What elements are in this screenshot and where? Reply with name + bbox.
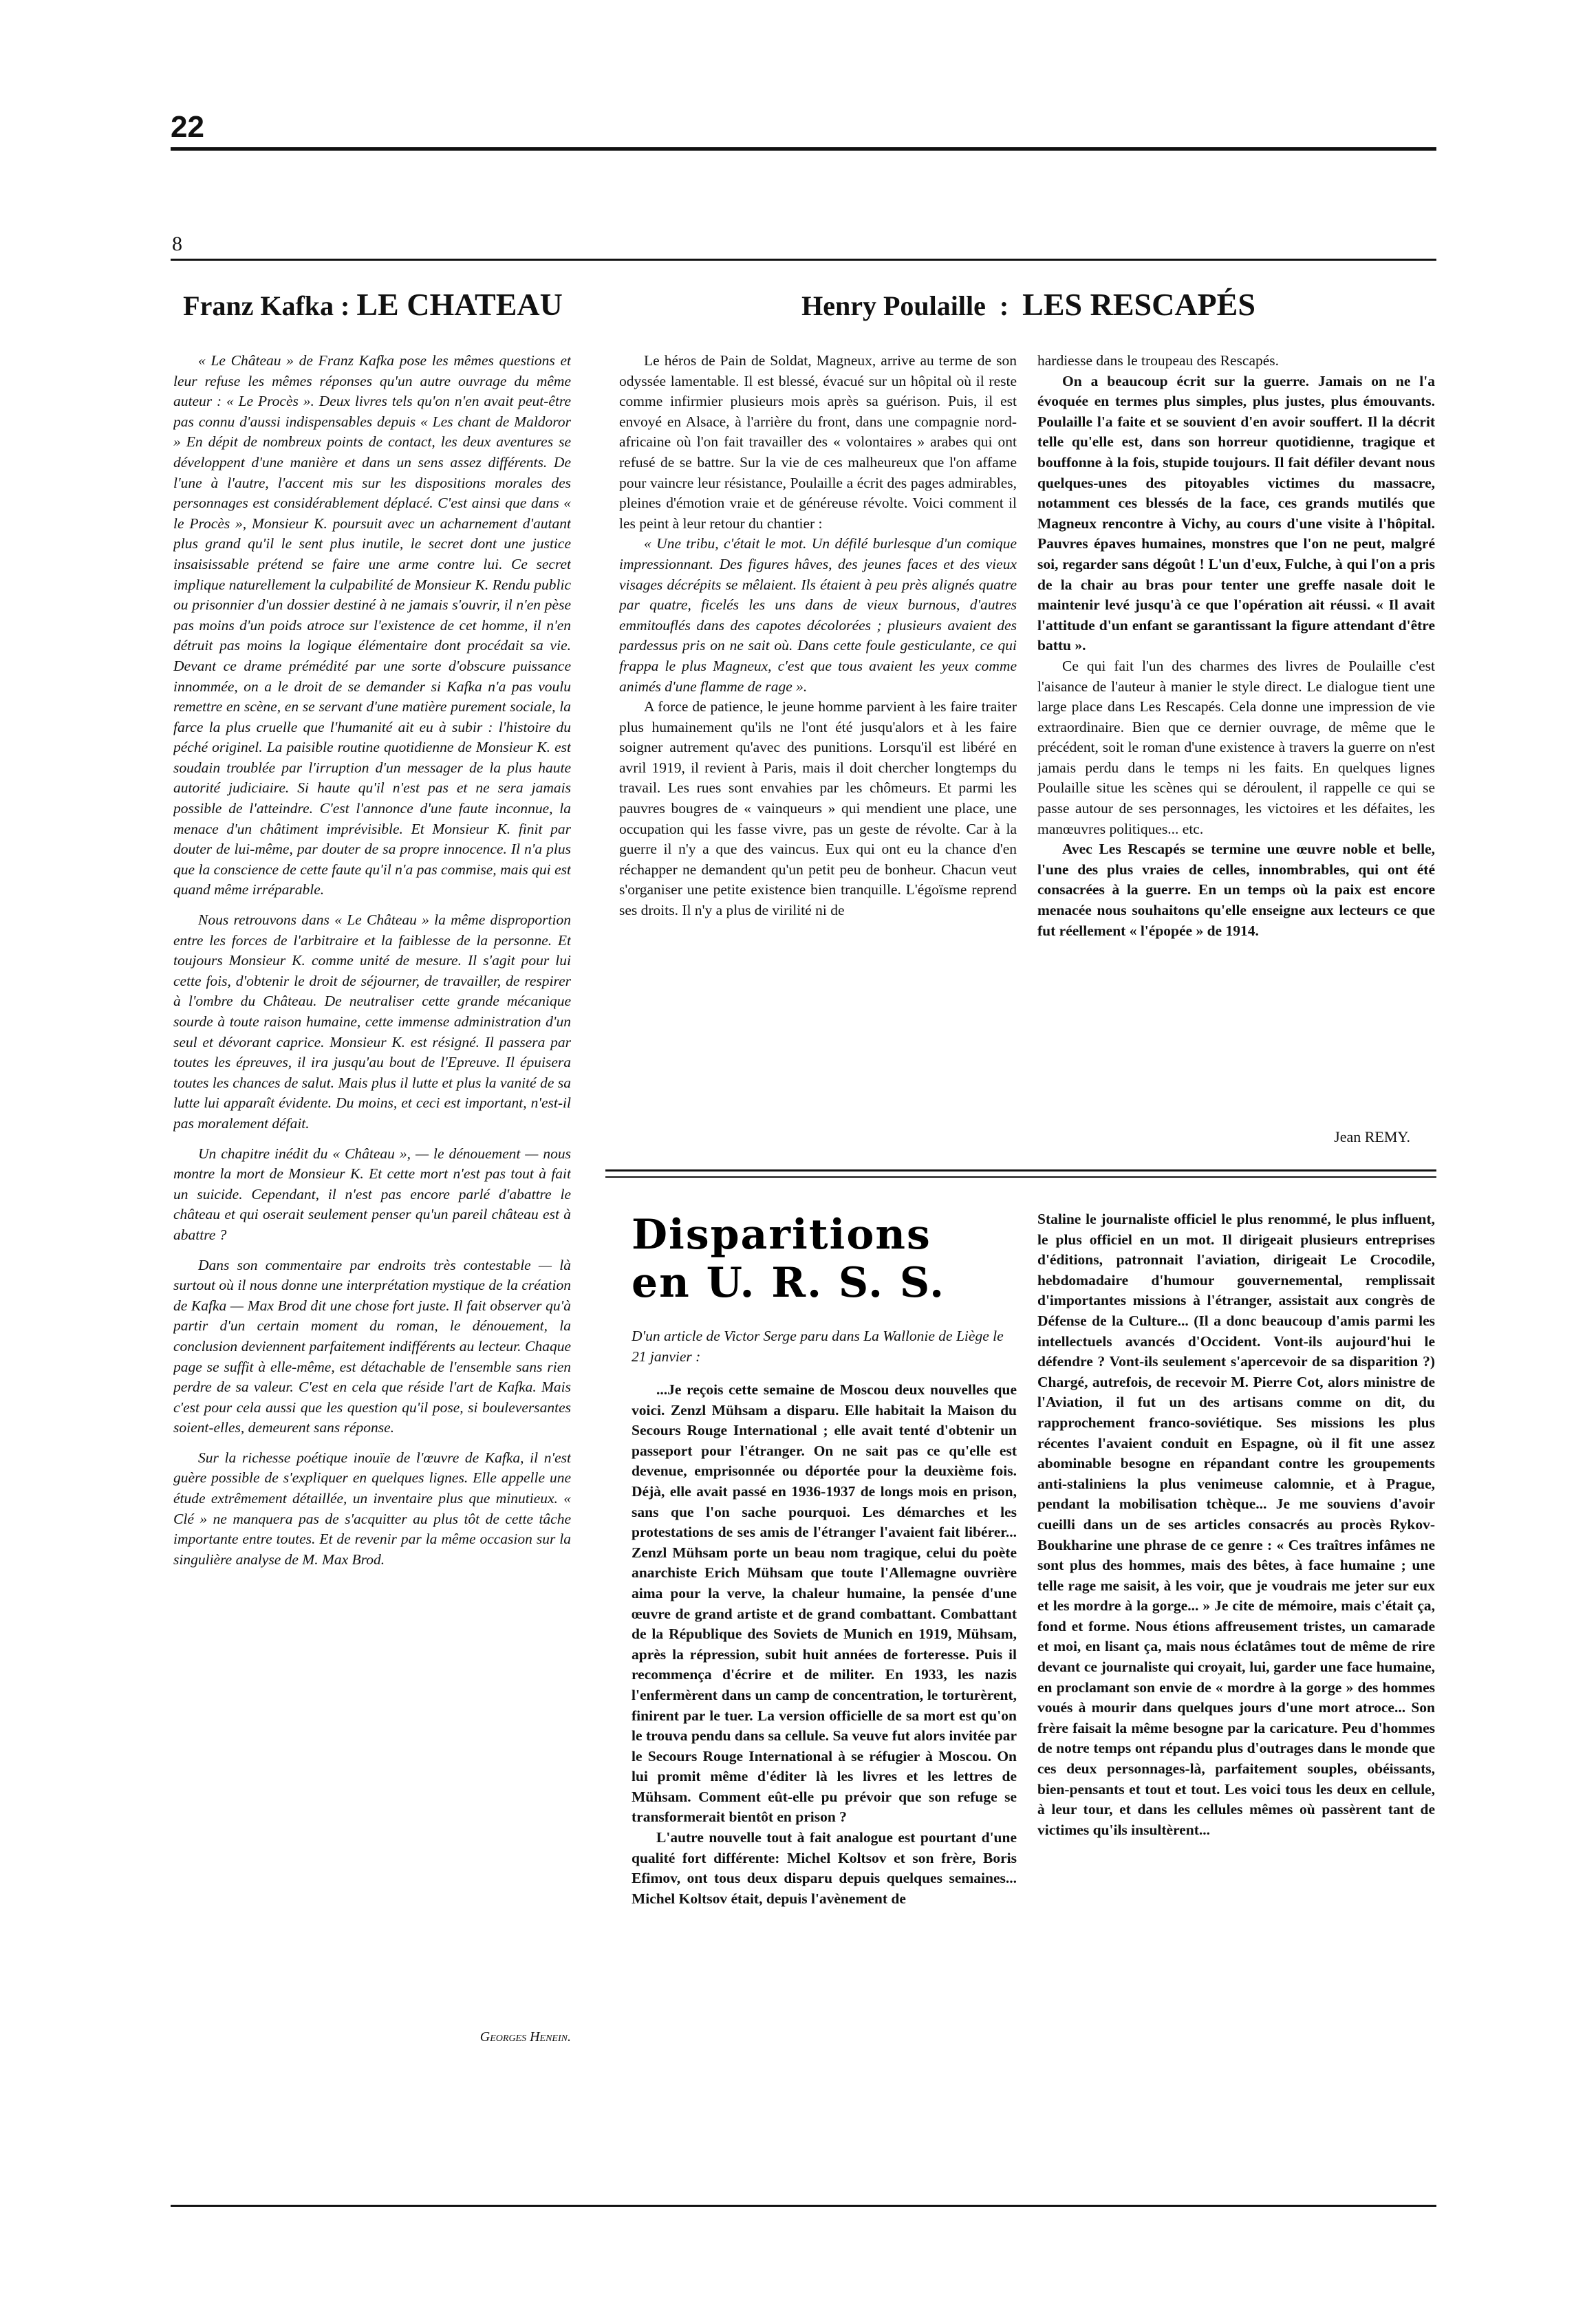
kafka-heading (160, 288, 586, 323)
poulaille-paragraph: On a beaucoup écrit sur la guerre. Jamais on ne l'a évoquée en termes plus simples, plus justes, plus émouvants. Poulaille l'a faite et se souvient d'en avoir souffert. Il la décrit telle qu'elle est, dans son horreur quotidienne, tragique et bouffonne à la fois, stupide toujours. Il fait défiler devant nous quelques-unes des pitoyables victimes du massacre, notamment ces blessés de la face, ces grands mutilés que Magneux rencontre à Vichy, au cours d'une visite à l'hôpital. Pauvres épaves humaines, monstres que l'on ne peut, malgré soi, regarder sans dégoût ! L'un d'eux, Fulche, à qui l'on a pris de la chair au bras pour tenter une greffe nasale doit le maintenir levé jusqu'à ce que l'opération ait réussi. « Il avait l'attitude d'un enfant se garantissant la figure attendant d'être battu ». (1037, 372, 1435, 654)
kafka-author: Franz Kafka (183, 290, 334, 321)
poulaille-author: Henry Poulaille (801, 290, 986, 321)
poulaille-column-2 (1037, 351, 1435, 1142)
header-rule (171, 147, 1436, 151)
poulaille-paragraph: Ce qui fait l'un des charmes des livres de Poulaille c'est l'aisance de l'auteur à manier le style direct. Le dialogue tient une large place dans Les Rescapés. Cela donne une impression de vie extraordinaire. Bien que ce dernier ouvrage, de même que le précédent, soit le roman d'une existence à travers la guerre on n'est jamais perdu dans le temps ni les faits. En quelques lignes Poulaille situe les scènes qui se déroulent, il rappelle ce qui se passe autour de ses personnages, les victoires et les défaites, les manœuvres politiques... etc. (1037, 657, 1435, 837)
section-rule (171, 259, 1436, 261)
disparitions-paragraph: L'autre nouvelle tout à fait analogue est pourtant d'une qualité fort différente: Michel Koltsov et son frère, Boris Efimov, ont tous deux disparu depuis quelques semaines... Michel Koltsov était, depuis l'avènement de (632, 1829, 1017, 1907)
disparitions-title-line-2: en U. R. S. S. (632, 1259, 945, 1307)
disparitions-paragraph: ...Je reçois cette semaine de Moscou deux nouvelles que voici. Zenzl Mühsam a disparu. Elle habitait la Maison du Secours Rouge International ; elle avait tenté d'obtenir un passeport pour l'étranger. On ne sait pas ce qu'elle est devenue, emprisonnée ou déportée pour la deuxième fois. Déjà, elle avait passé en 1936-1937 de longs mois en prison, sans que l'on sache pourquoi. Les démarches et les protestations de ses amis de l'étranger l'avaient fait libérer... Zenzl Mühsam porte un beau nom tragique, celui du poète anarchiste Erich Mühsam que toute l'Allemagne ouvrière aima pour la verve, la chaleur humaine, la pensée d'une œuvre de grand artiste et de grand combattant. Combattant de la République des Soviets de Munich en 1919, Mühsam, après la répression, subit huit années de forteresse. Puis il recommença d'écrire et de militer. En 1933, les nazis l'enfermèrent dans un camp de concentration, le torturèrent, finirent par le tuer. La version officielle de sa mort est qu'on le trouva pendu dans sa cellule. Sa veuve fut alors invitée par le Secours Rouge International à se réfugier à Moscou. On lui promit même d'éditer là les livres et les lettres de Mühsam. Comment eût-elle pu prévoir que son refuge se transformerait bientôt en prison ? (632, 1381, 1017, 1826)
poulaille-paragraph: A force de patience, le jeune homme parvient à les faire traiter plus humainement qu'ils ne l'ont été jusqu'alors et à les faire soigner autrement qu'avec des punitions. Lorsqu'il est libéré en avril 1919, il revient à Paris, mais il doit chercher longtemps du travail. Les rues sont envahies par les chômeurs. Et parmi les pauvres bougres de « vainqueurs » qui mendient une place, une occupation qui les fasse vivre, pas un geste de révolte. Car à la guerre il n'y a que des vaincus. Eux qui ont eu la chance d'en réchapper ne demandent qu'un petit peu de bonheur. Chacun veut s'organiser une petite existence bien tranquille. L'égoïsme reprend ses droits. Il n'y a plus de virilité ni de (619, 698, 1017, 919)
disparitions-column-1 (632, 1380, 1017, 2040)
poulaille-separator: : (999, 290, 1009, 321)
poulaille-paragraph: Le héros de Pain de Soldat, Magneux, arrive au terme de son odyssée lamentable. Il est blessé, évacué sur un hôpital où il reste comme infirmier plusieurs mois après sa guérison. Puis, il est envoyé en Alsace, à l'arrière du front, dans une compagnie nord-africaine où l'on fait travailler des « volontaires » arabes qui ont refusé de se battre. Sur la vie de ces malheureux que l'on affame pour vaincre leur résistance, Poulaille a écrit des pages admirables, pleines d'émotion vraie et de généreuse révolte. Voici comment il les peint à leur retour du chantier : (619, 352, 1017, 532)
disparitions-paragraph: Staline le journaliste officiel le plus renommé, le plus influent, le plus officiel en un mot. Il dirigeait plusieurs entreprises d'éditions, patronnait l'aviation, dirigeait Le Crocodile, hebdomadaire d'humour gouvernemental, remplissait d'importantes missions à l'étranger, assistait aux congrès de Défense de la Culture... (Il a donc beaucoup d'amis parmi les intellectuels avancés d'Occident. Vont-ils aujourd'hui le défendre ? Vont-ils seulement s'apercevoir de sa disparition ?) Chargé, autrefois, de recevoir M. Pierre Cot, alors ministre de l'Aviation, il fut un des artisans comme on dit, du rapprochement franco-soviétique. Ses missions les plus récentes l'avaient conduit en Espagne, où il fit une assez abominable besogne en répandant contre les groupements anti-staliniens la plus venimeuse calomnie, et à Prague, pendant la mobilisation tchèque... Je me souviens d'avoir cueilli dans un de ses articles consacrés au procès Rykov-Boukharine une phrase de ce genre : « Ces traîtres infâmes ne sont plus des hommes, mais des bêtes, à face humaine ; une telle rage me saisit, à les voir, que je voudrais me jeter sur eux et les mordre à la gorge... » Je cite de mémoire, mais c'était ça, fond et forme. Nous étions affreusement tristes, un camarade et moi, en lisant ça, mais nous éclatâmes tout de même de rire devant ce journaliste qui croyait, lui, garder une face humaine, en proclamant son envie de « mordre à la gorge » des hommes voués à mourir dans quelques jours d'une mort atroce... Son frère faisait la même besogne par la caricature. Peu d'hommes de notre temps ont répandu plus d'outrages dans le monde que ces deux personnages-là, parfaitement souples, obéissants, bien-pensants et tout et tout. Les voici tous les deux en cellule, à leur tour, et dans les cellules mêmes où passèrent tant de victimes qu'ils insultèrent... (1037, 1211, 1435, 1838)
kafka-title: LE CHATEAU (356, 287, 563, 322)
kafka-column (173, 351, 571, 1991)
kafka-paragraph: Dans son commentaire par endroits très contestable — là surtout où il nous donne une interprétation mystique de la création de Kafka — Max Brod dit une chose fort juste. Il fait observer qu'à partir d'un certain moment du roman, le dénouement, la conclusion deviennent parfaitement indifférents au lecteur. Chaque page se suffit à elle-même, est détachable de l'ensemble sans rien perdre de sa valeur. C'est en cela que réside l'art de Kafka. Mais c'est pour cela aussi que les question qu'il pose, si bouleversantes soient-elles, demeurent sans réponse. (173, 1256, 571, 1436)
kafka-paragraph: Nous retrouvons dans « Le Château » la même disproportion entre les forces de l'arbitraire et la faiblesse de la personne. Et toujours Monsieur K. comme unité de mesure. Il s'agit pour lui cette fois, d'obtenir le droit de séjourner, de travailler, de respirer à l'ombre du Château. De neutraliser cette grande mécanique sourde à toute raison humaine, cette immense administration d'un seul et dévorant caprice. Monsieur K. est résigné. Il passera par toutes les épreuves, il ira jusqu'au bout de l'Epreuve. Il épuisera toutes les chances de salut. Mais plus il lutte et plus la vanité de sa lutte lui apparaît évidente. Du moins, et ceci est important, n'est-il pas moralement défait. (173, 911, 571, 1132)
disparitions-title (632, 1211, 1017, 1307)
page-number: 22 (171, 110, 204, 144)
disparitions-title-line-1: Disparitions (632, 1211, 931, 1259)
divider-rule-bottom (605, 1176, 1436, 1178)
poulaille-paragraph: Avec Les Rescapés se termine une œuvre noble et belle, l'une des plus vraies de celles, innombrables, qui ont été consacrées à la guerre. En un temps où la paix est encore menacée nous souhaitons qu'elle enseigne aux lecteurs ce que fut réellement « l'épopée » de 1914. (1037, 841, 1435, 939)
kafka-paragraph: Un chapitre inédit du « Château », — le dénouement — nous montre la mort de Monsieur K. Et cette mort n'est pas tout à fait un suicide. Cependant, il n'est pas encore parlé d'abattre le château et qui oserait seulement penser qu'un pareil château est à abattre ? (173, 1145, 571, 1243)
poulaille-heading (757, 288, 1300, 323)
footer-rule (171, 2205, 1436, 2207)
poulaille-title: LES RESCAPÉS (1022, 287, 1255, 322)
disparitions-column-2 (1037, 1209, 1435, 2042)
poulaille-paragraph: hardiesse dans le troupeau des Rescapés. (1037, 352, 1280, 369)
section-number: 8 (172, 233, 182, 255)
disparitions-intro: D'un article de Victor Serge paru dans La Wallonie de Liège le 21 janvier : (632, 1328, 1004, 1365)
kafka-paragraph: Sur la richesse poétique inouïe de l'œuvre de Kafka, il n'est guère possible de s'expliquer en quelques lignes. Elle appelle une étude extrêmement détaillée, un inventaire plus que minutieux. « Clé » ne manquera pas de s'acquitter au plus tôt de cette tâche importante entre toutes. Et de revenir par la même occasion sur la singulière analyse de M. Max Brod. (173, 1449, 571, 1568)
kafka-paragraph: « Le Château » de Franz Kafka pose les mêmes questions et leur refuse les mêmes réponses qu'un autre ouvrage du même auteur : « Le Procès ». Deux livres tels qu'on n'en avait peut-être pas connu d'aussi indispensables depuis « Les chant de Maldoror » En dépit de nombreux points de contact, les deux aventures se développent d'une manière et dans un sens assez différents. De l'une à l'autre, l'accent mis sur les dispositions morales des personnages est considérablement déplacé. C'est ainsi que dans « le Procès », Monsieur K. poursuit avec un acharnement d'autant plus grand qu'il le sent plus inutile, le secret dont une justice insaisissable prétend se faire une arme contre lui. Ce secret implique naturellement la culpabilité de Monsieur K. Rendu public ou prisonnier d'un dossier destiné à ne jamais s'ouvrir, il n'en pèse pas moins d'un poids atroce sur l'existence de cet homme, il n'en détruit pas moins la logique élémentaire dont procédait sa vie. Devant ce drame prémédité par une sorte d'obscure puissance innommée, on a le droit de se demander si Kafka n'a pas voulu remettre en scène, en se servant d'une matière purement sociale, la farce la plus cruelle que l'humanité ait eu à subir : l'histoire du péché originel. La paisible routine quotidienne de Monsieur K. est soudain troublée par l'irruption d'un messager de la plus haute autorité judiciaire. Si haute qu'il n'est pas et ne sera jamais possible de l'atteindre. C'est l'annonce d'une faute inconnue, la menace d'un châtiment imprévisible. Et Monsieur K. finit par douter de lui-même, par douter de sa propre innocence. Il n'a plus que la conscience de cette faute qu'il n'a pas commise, mais qui est quand même irréparable. (173, 352, 571, 898)
kafka-signature: Georges Henein. (479, 2029, 571, 2044)
divider-rule-top (605, 1169, 1436, 1172)
poulaille-quote: « Une tribu, c'était le mot. Un défilé burlesque d'un comique impressionnant. Des figures hâves, des jeunes faces et des vieux visages décrépits se mêlaient. Ils étaient à peu près alignés quatre par quatre, ficelés les uns dans de vieux burnous, d'autres emmitouflés dans des capotes décolorées ; plusieurs avaient des pardessus pris on ne sait où. Dans cette foule gesticulante, ce qui frappa le plus Magneux, c'est que tous avaient les yeux comme animés d'une flamme de rage ». (619, 535, 1017, 695)
kafka-separator: : (341, 290, 350, 321)
poulaille-column-1 (619, 351, 1017, 1197)
poulaille-signature: Jean REMY. (1334, 1128, 1410, 1145)
